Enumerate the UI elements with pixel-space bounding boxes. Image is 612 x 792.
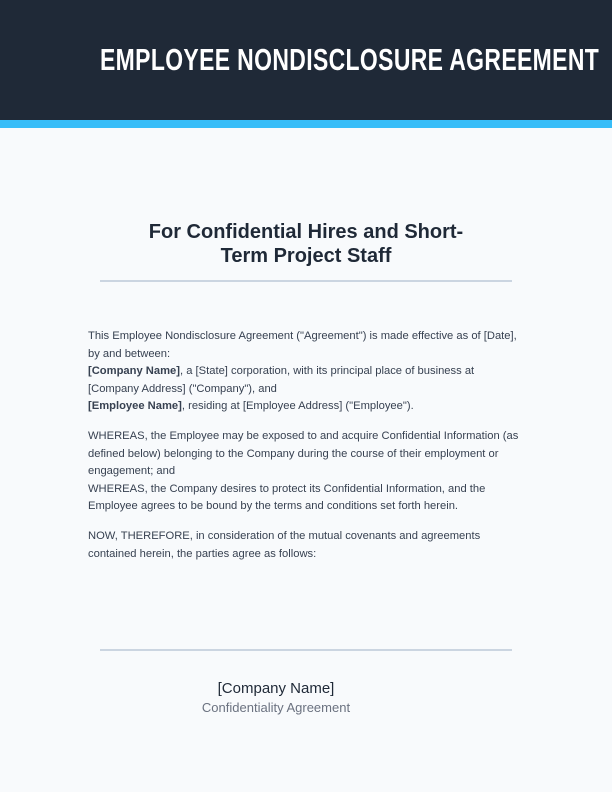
whereas-clause-1: WHEREAS, the Employee may be exposed to and acquire Confidential Information (as defined below) belonging to the Company during the course of their employment or engagement; and bbox=[88, 430, 519, 477]
document-subtitle bbox=[100, 220, 512, 268]
company-name-placeholder: [Company Name] bbox=[88, 365, 181, 377]
footer-document-label: Confidentiality Agreement bbox=[201, 700, 351, 715]
document-title: EMPLOYEE NONDISCLOSURE AGREEMENT bbox=[100, 42, 600, 77]
footer-company-name: [Company Name] bbox=[217, 680, 335, 697]
whereas-paragraph bbox=[88, 428, 520, 516]
top-divider bbox=[100, 280, 512, 282]
parties-paragraph bbox=[88, 328, 520, 416]
bottom-divider bbox=[100, 649, 512, 651]
subtitle-line-2: Term Project Staff bbox=[220, 245, 392, 267]
employee-name-placeholder: [Employee Name] bbox=[88, 400, 182, 412]
subtitle-line-1: For Confidential Hires and Short- bbox=[148, 221, 464, 243]
intro-text: This Employee Nondisclosure Agreement ("Agreement") is made effective as of [Date], by and between: bbox=[88, 330, 517, 360]
agreement-body bbox=[88, 328, 520, 576]
company-details: , a [State] corporation, with its principal place of business at [Company Address] ("Company"), and bbox=[88, 365, 475, 395]
accent-stripe bbox=[0, 120, 612, 128]
now-therefore-paragraph: NOW, THEREFORE, in consideration of the mutual covenants and agreements contained herein, the parties agree as follows: bbox=[88, 530, 481, 560]
employee-details: , residing at [Employee Address] ("Employee"). bbox=[181, 400, 414, 412]
header-banner bbox=[0, 0, 612, 120]
whereas-clause-2: WHEREAS, the Company desires to protect its Confidential Information, and the Employee agrees to be bound by the terms and conditions set forth herein. bbox=[88, 482, 486, 512]
